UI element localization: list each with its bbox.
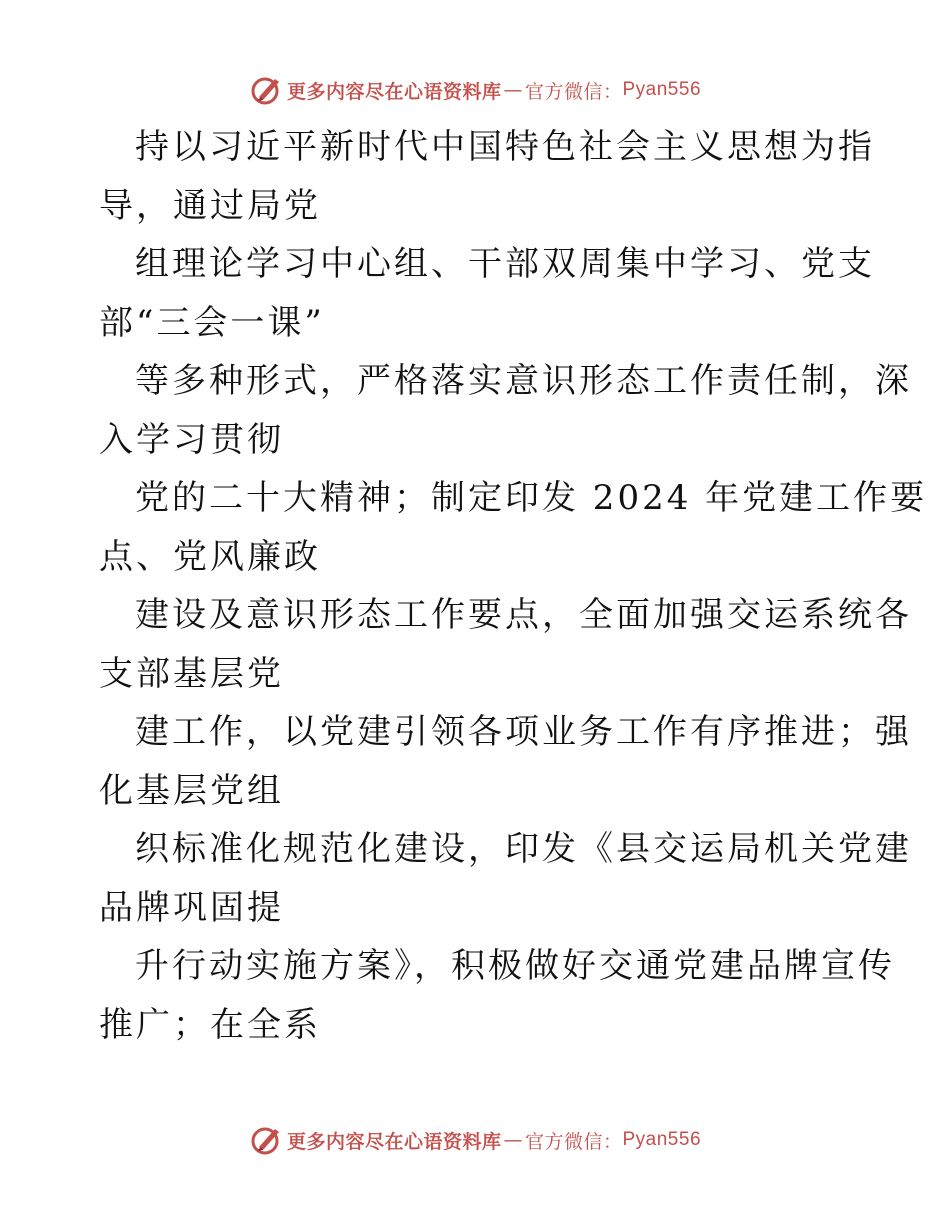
text-line: 化基层党组 bbox=[99, 770, 284, 811]
watermark-dash: — bbox=[503, 79, 523, 101]
text-line: 组理论学习中心组、干部双周集中学习、党支 bbox=[135, 244, 875, 284]
text-line: 持以习近平新时代中国特色社会主义思想为指 bbox=[135, 127, 875, 167]
text-line: 等多种形式，严格落实意识形态工作责任制，深 bbox=[135, 361, 912, 401]
text-line: 推广；在全系 bbox=[99, 1004, 321, 1045]
watermark-id: Pyan556 bbox=[622, 79, 702, 100]
document-body bbox=[99, 118, 928, 1054]
text-line: 党的二十大精神；制定印发 2024 年党建工作要 bbox=[135, 478, 928, 518]
watermark-dash: — bbox=[503, 1129, 523, 1151]
text-line: 建工作，以党建引领各项业务工作有序推进；强 bbox=[135, 712, 912, 752]
text-line: 建设及意识形态工作要点，全面加强交运系统各 bbox=[135, 595, 912, 635]
text-line: 品牌巩固提 bbox=[99, 887, 284, 928]
watermark-label: 官方微信： bbox=[524, 1130, 623, 1153]
text-line: 部“三会一课” bbox=[99, 302, 325, 343]
footer-watermark bbox=[0, 1122, 950, 1158]
watermark-label: 官方微信： bbox=[524, 80, 623, 103]
text-line: 升行动实施方案》，积极做好交通党建品牌宣传 bbox=[135, 946, 895, 986]
text-line: 导，通过局党 bbox=[99, 185, 321, 226]
text-line: 织标准化规范化建设，印发《县交运局机关党建 bbox=[135, 829, 912, 869]
header-watermark bbox=[0, 72, 950, 108]
brush-logo-icon bbox=[249, 1123, 283, 1157]
text-line: 点、党风廉政 bbox=[99, 536, 321, 577]
brush-logo-icon bbox=[249, 73, 283, 107]
watermark-site: 更多内容尽在心语资料库 bbox=[286, 80, 502, 103]
watermark-site: 更多内容尽在心语资料库 bbox=[286, 1130, 502, 1153]
text-line: 入学习贯彻 bbox=[99, 419, 284, 460]
watermark-id: Pyan556 bbox=[622, 1129, 702, 1150]
text-line: 支部基层党 bbox=[99, 653, 284, 694]
